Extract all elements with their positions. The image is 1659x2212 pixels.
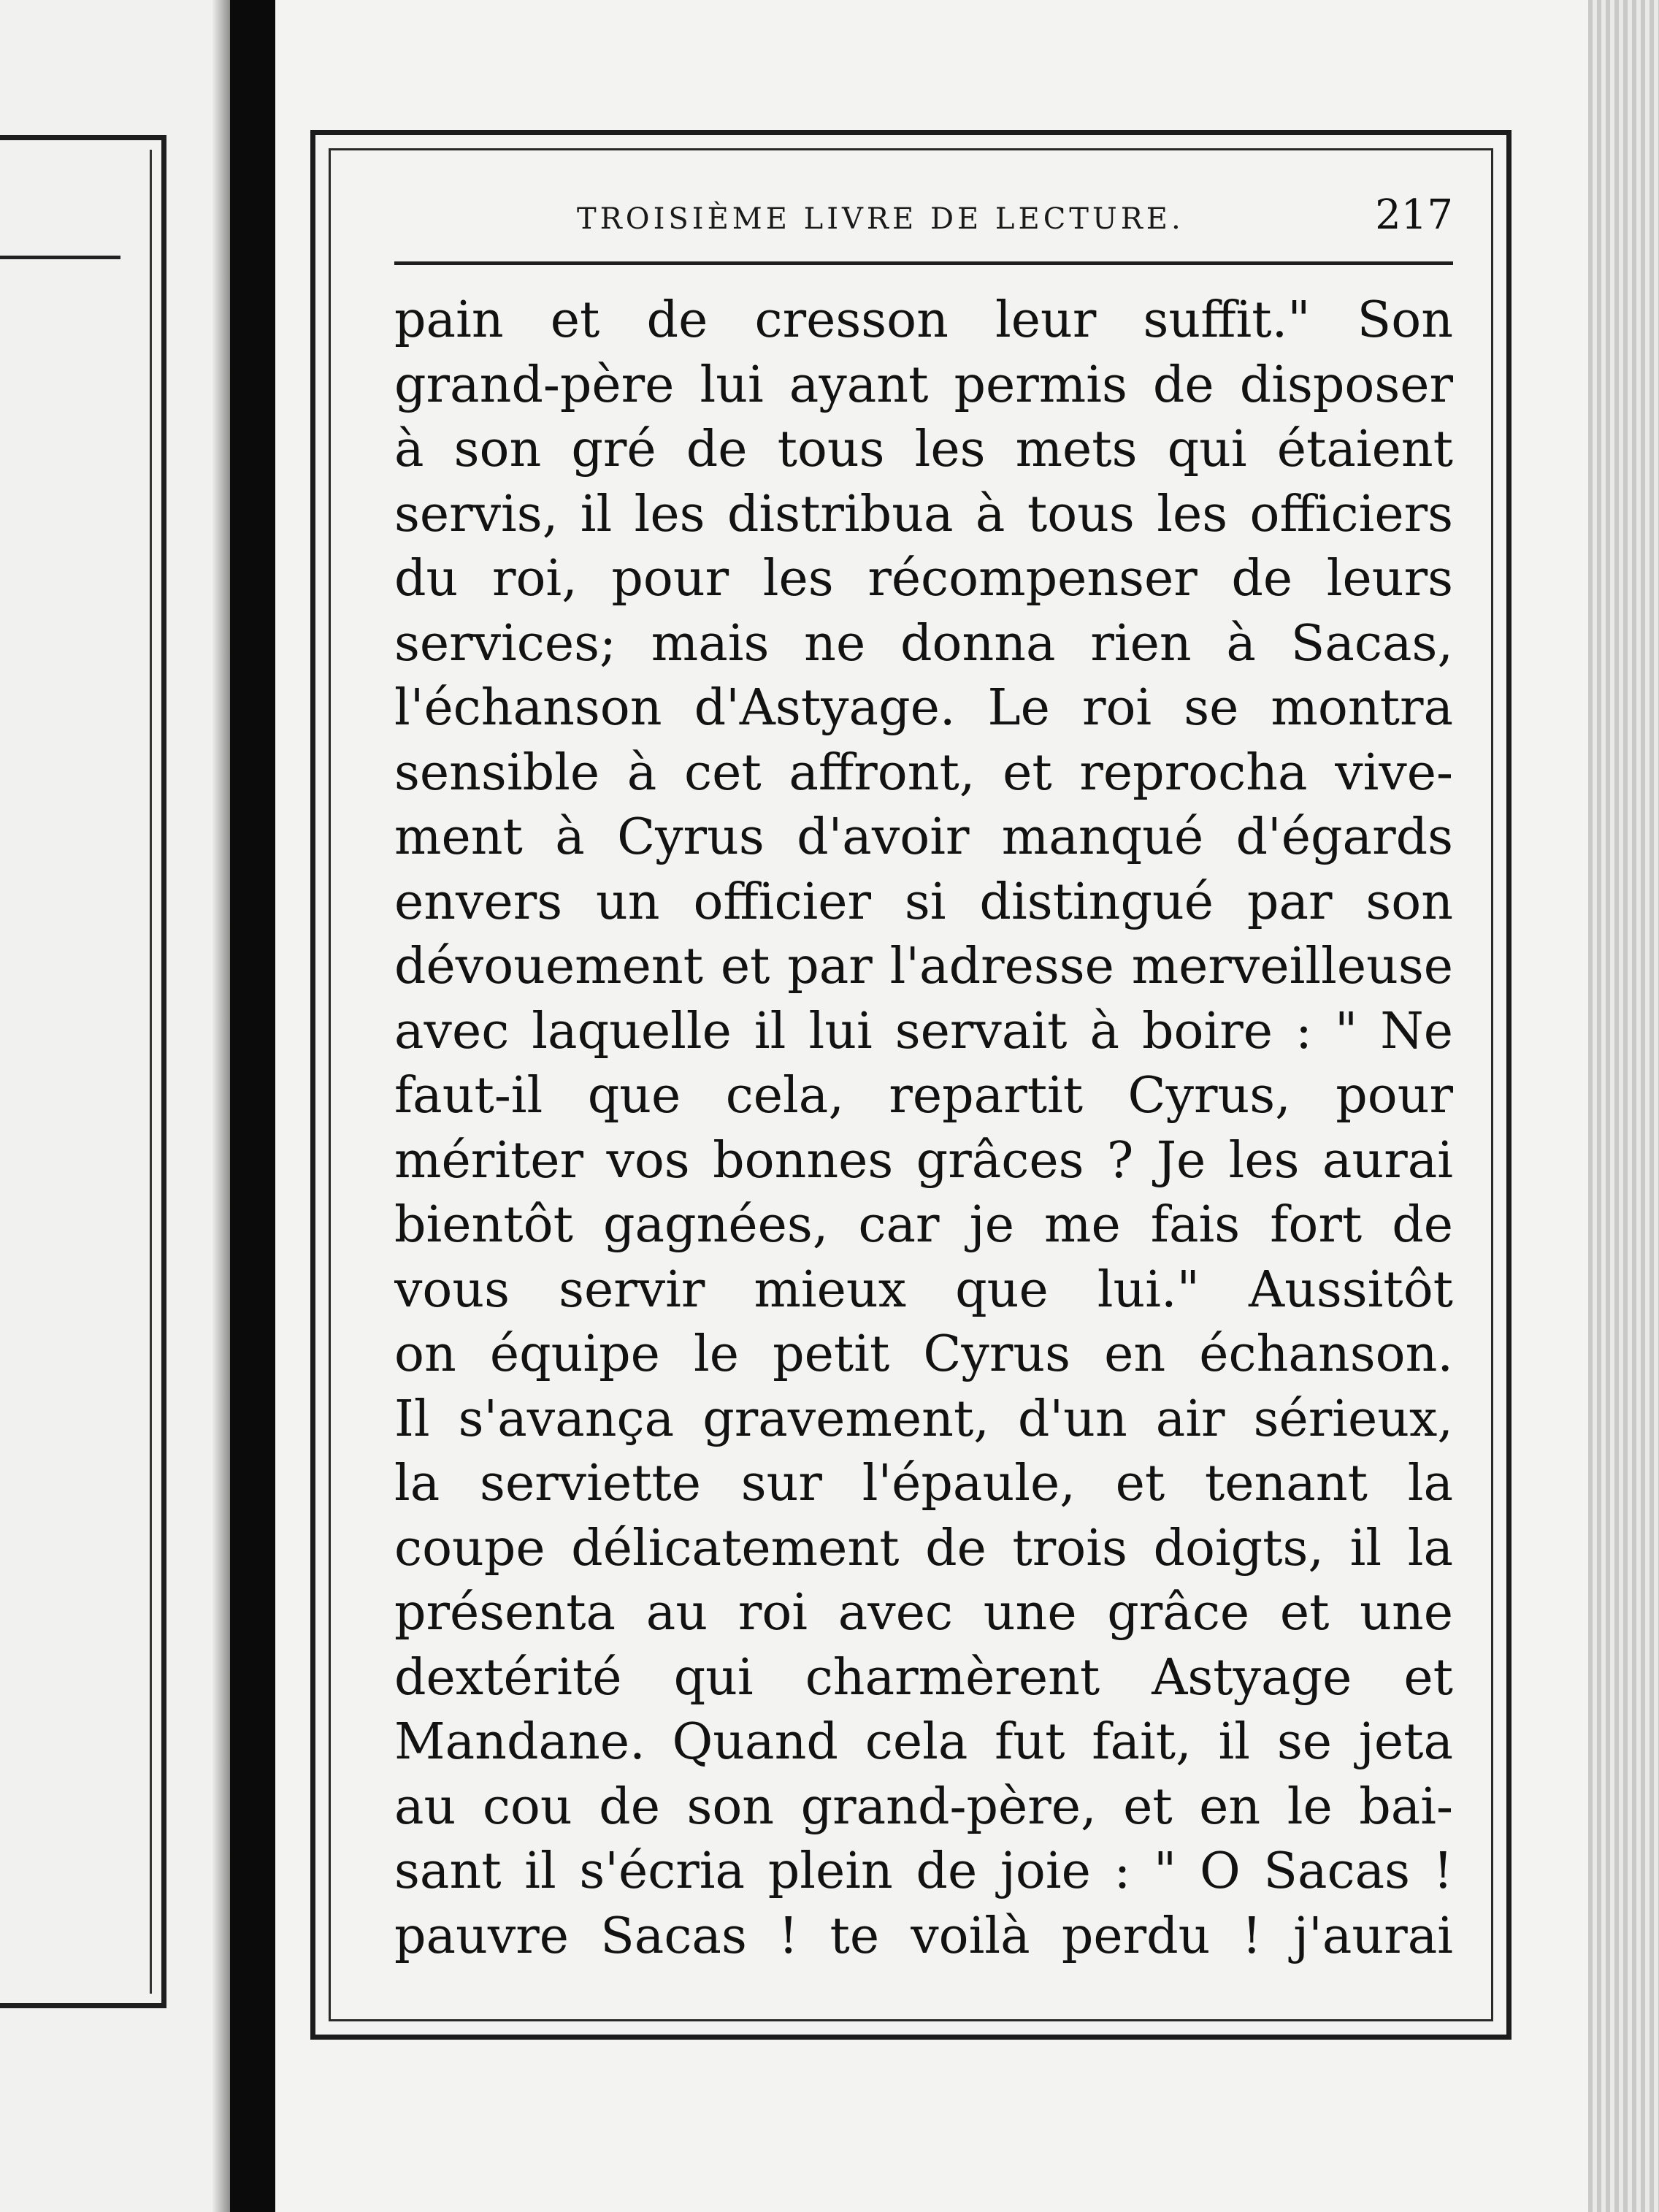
text-line: au cou de son grand-père, et en le bai- [394, 1777, 1453, 1836]
text-line: dextérité qui charmèrent Astyage et [394, 1648, 1453, 1707]
running-title: TROISIÈME LIVRE DE LECTURE. [577, 202, 1184, 236]
left-page-inner-frame [0, 150, 152, 1994]
page-number: 217 [1375, 191, 1453, 239]
text-line: avec laquelle il lui servait à boire : " Ne [394, 1002, 1453, 1060]
text-line: pauvre Sacas ! te voilà perdu ! j'aurai [394, 1907, 1453, 1965]
text-line: présenta au roi avec une grâce et une [394, 1584, 1453, 1642]
left-page [0, 0, 226, 2212]
text-line: dévouement et par l'adresse merveilleuse [394, 938, 1453, 995]
text-line: la serviette sur l'épaule, et tenant la [394, 1455, 1453, 1512]
header-rule [394, 261, 1453, 265]
text-line: faut-il que cela, repartit Cyrus, pour [394, 1067, 1453, 1125]
page-edges [1588, 0, 1659, 2212]
text-line: coupe délicatement de trois doigts, il la [394, 1519, 1453, 1577]
text-line: sant il s'écria plein de joie : " O Sacas ! [394, 1842, 1453, 1900]
text-line: du roi, pour les récompenser de leurs [394, 550, 1453, 608]
text-line: l'échanson d'Astyage. Le roi se montra [394, 679, 1453, 737]
text-line: sensible à cet affront, et reprocha vive- [394, 743, 1453, 802]
text-line: services; mais ne donna rien à Sacas, [394, 614, 1453, 673]
text-line: mériter vos bonnes grâces ? Je les aurai [394, 1131, 1453, 1190]
text-line: Il s'avança gravement, d'un air sérieux, [394, 1390, 1453, 1448]
text-line: pain et de cresson leur suffit." Son [394, 291, 1453, 349]
left-page-head-rule [0, 256, 120, 259]
text-line: vous servir mieux que lui." Aussitôt [394, 1260, 1453, 1319]
text-line: on équipe le petit Cyrus en échanson. [394, 1325, 1453, 1383]
running-header [394, 191, 1453, 250]
book-spine [230, 0, 275, 2212]
text-line: Mandane. Quand cela fut fait, il se jeta [394, 1713, 1453, 1771]
text-line: bientôt gagnées, car je me fais fort de [394, 1196, 1453, 1254]
text-line: envers un officier si distingué par son [394, 873, 1453, 931]
body-text [394, 288, 1453, 1969]
text-line: ment à Cyrus d'avoir manqué d'égards [394, 808, 1453, 866]
text-line: à son gré de tous les mets qui étaient [394, 421, 1453, 478]
text-line: servis, il les distribua à tous les officiers [394, 485, 1453, 543]
text-line: grand-père lui ayant permis de disposer [394, 356, 1453, 414]
